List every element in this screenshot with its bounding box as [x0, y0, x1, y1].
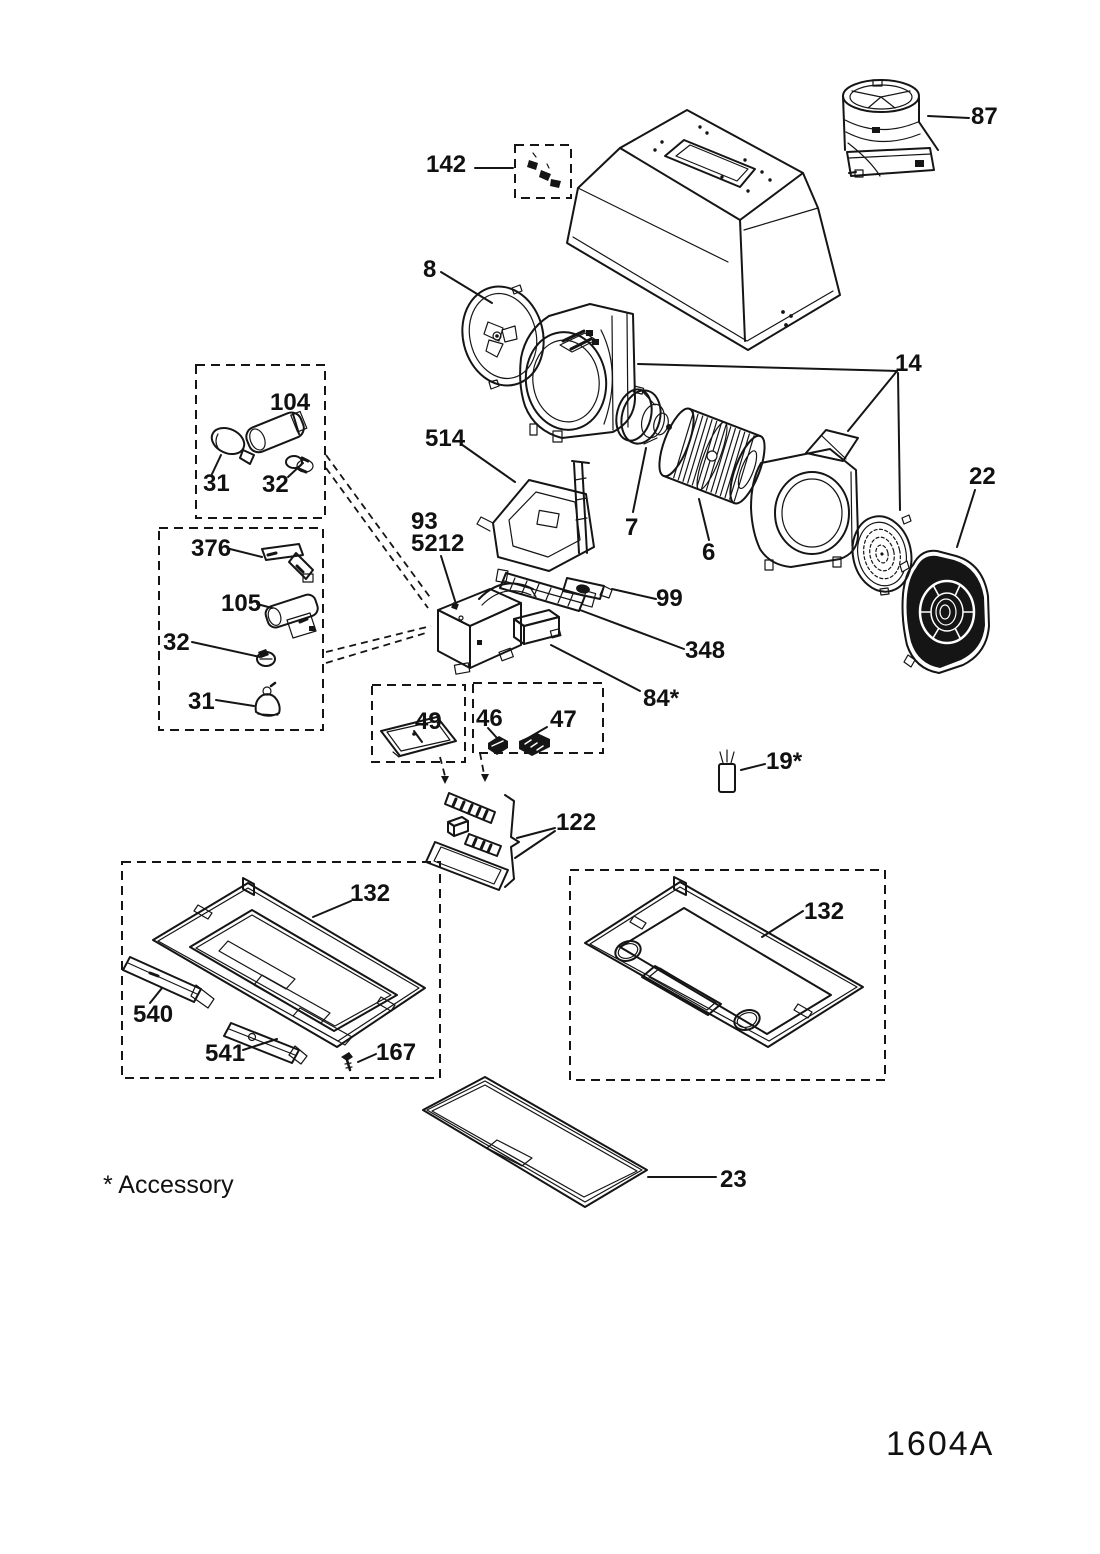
- screw-167: [341, 1052, 353, 1070]
- leader-lines: [150, 116, 975, 1177]
- grease-filter-22: [900, 551, 989, 673]
- socket-32a: [286, 456, 313, 472]
- motor-7: [611, 386, 672, 448]
- part-label-105: 105: [221, 590, 262, 617]
- hood-top-cutout: [665, 140, 755, 187]
- capacitor-19: [719, 750, 735, 792]
- fan-wheel-6: [652, 404, 771, 507]
- part-label-32b: 32: [163, 629, 190, 656]
- arrowhead: [481, 774, 489, 782]
- bulb-31b: [256, 683, 280, 716]
- part-label-14: 14: [895, 350, 922, 377]
- part-label-7: 7: [625, 514, 639, 541]
- part-label-6: 6: [702, 539, 716, 566]
- duct-adapter-87: [843, 80, 938, 177]
- part-label-19: 19*: [766, 748, 803, 775]
- part-label-514: 514: [425, 425, 466, 452]
- part-label-348: 348: [685, 637, 726, 664]
- terminal-99: [563, 578, 612, 599]
- mounting-plate-8: [452, 278, 554, 394]
- part-label-47: 47: [550, 706, 577, 733]
- part-label-93: 93: [411, 508, 438, 535]
- control-box-93: [438, 583, 536, 674]
- part-label-376: 376: [191, 535, 232, 562]
- part-labels: [133, 103, 998, 1193]
- bulb-31a: [208, 423, 254, 464]
- part-label-5212: 5212: [411, 530, 465, 557]
- accessory-note: * Accessory: [103, 1171, 234, 1199]
- part-label-32a: 32: [262, 471, 289, 498]
- screw-kit-142: [527, 153, 561, 188]
- part-label-84: 84*: [643, 685, 680, 712]
- blower-housing-left-14: [520, 304, 635, 442]
- part-label-540: 540: [133, 1001, 174, 1028]
- part-label-8: 8: [423, 256, 437, 283]
- hood-canopy: [567, 110, 840, 350]
- part-label-167: 167: [376, 1039, 417, 1066]
- motor-grille: [846, 511, 919, 597]
- part-label-31b: 31: [188, 688, 215, 715]
- part-label-122: 122: [556, 809, 597, 836]
- diagram-code: 1604A: [886, 1425, 995, 1463]
- lamp-holder-105: [264, 593, 320, 638]
- part-label-23: 23: [720, 1166, 747, 1193]
- part-label-132a: 132: [350, 880, 391, 907]
- blower-housing-right-14: [751, 430, 858, 570]
- support-bracket-514: [477, 461, 594, 571]
- part-label-22: 22: [969, 463, 996, 490]
- part-label-541: 541: [205, 1040, 246, 1067]
- part-label-99: 99: [656, 585, 683, 612]
- part-label-104: 104: [270, 389, 311, 416]
- part-label-87: 87: [971, 103, 998, 130]
- part-label-142: 142: [426, 151, 467, 178]
- arrowhead: [441, 776, 449, 784]
- part-label-132b: 132: [804, 898, 845, 925]
- part-label-31a: 31: [203, 470, 230, 497]
- part-label-49: 49: [415, 708, 442, 735]
- bottom-panel-23: [423, 1077, 647, 1207]
- part-label-46: 46: [476, 705, 503, 732]
- bracket-376: [262, 544, 313, 582]
